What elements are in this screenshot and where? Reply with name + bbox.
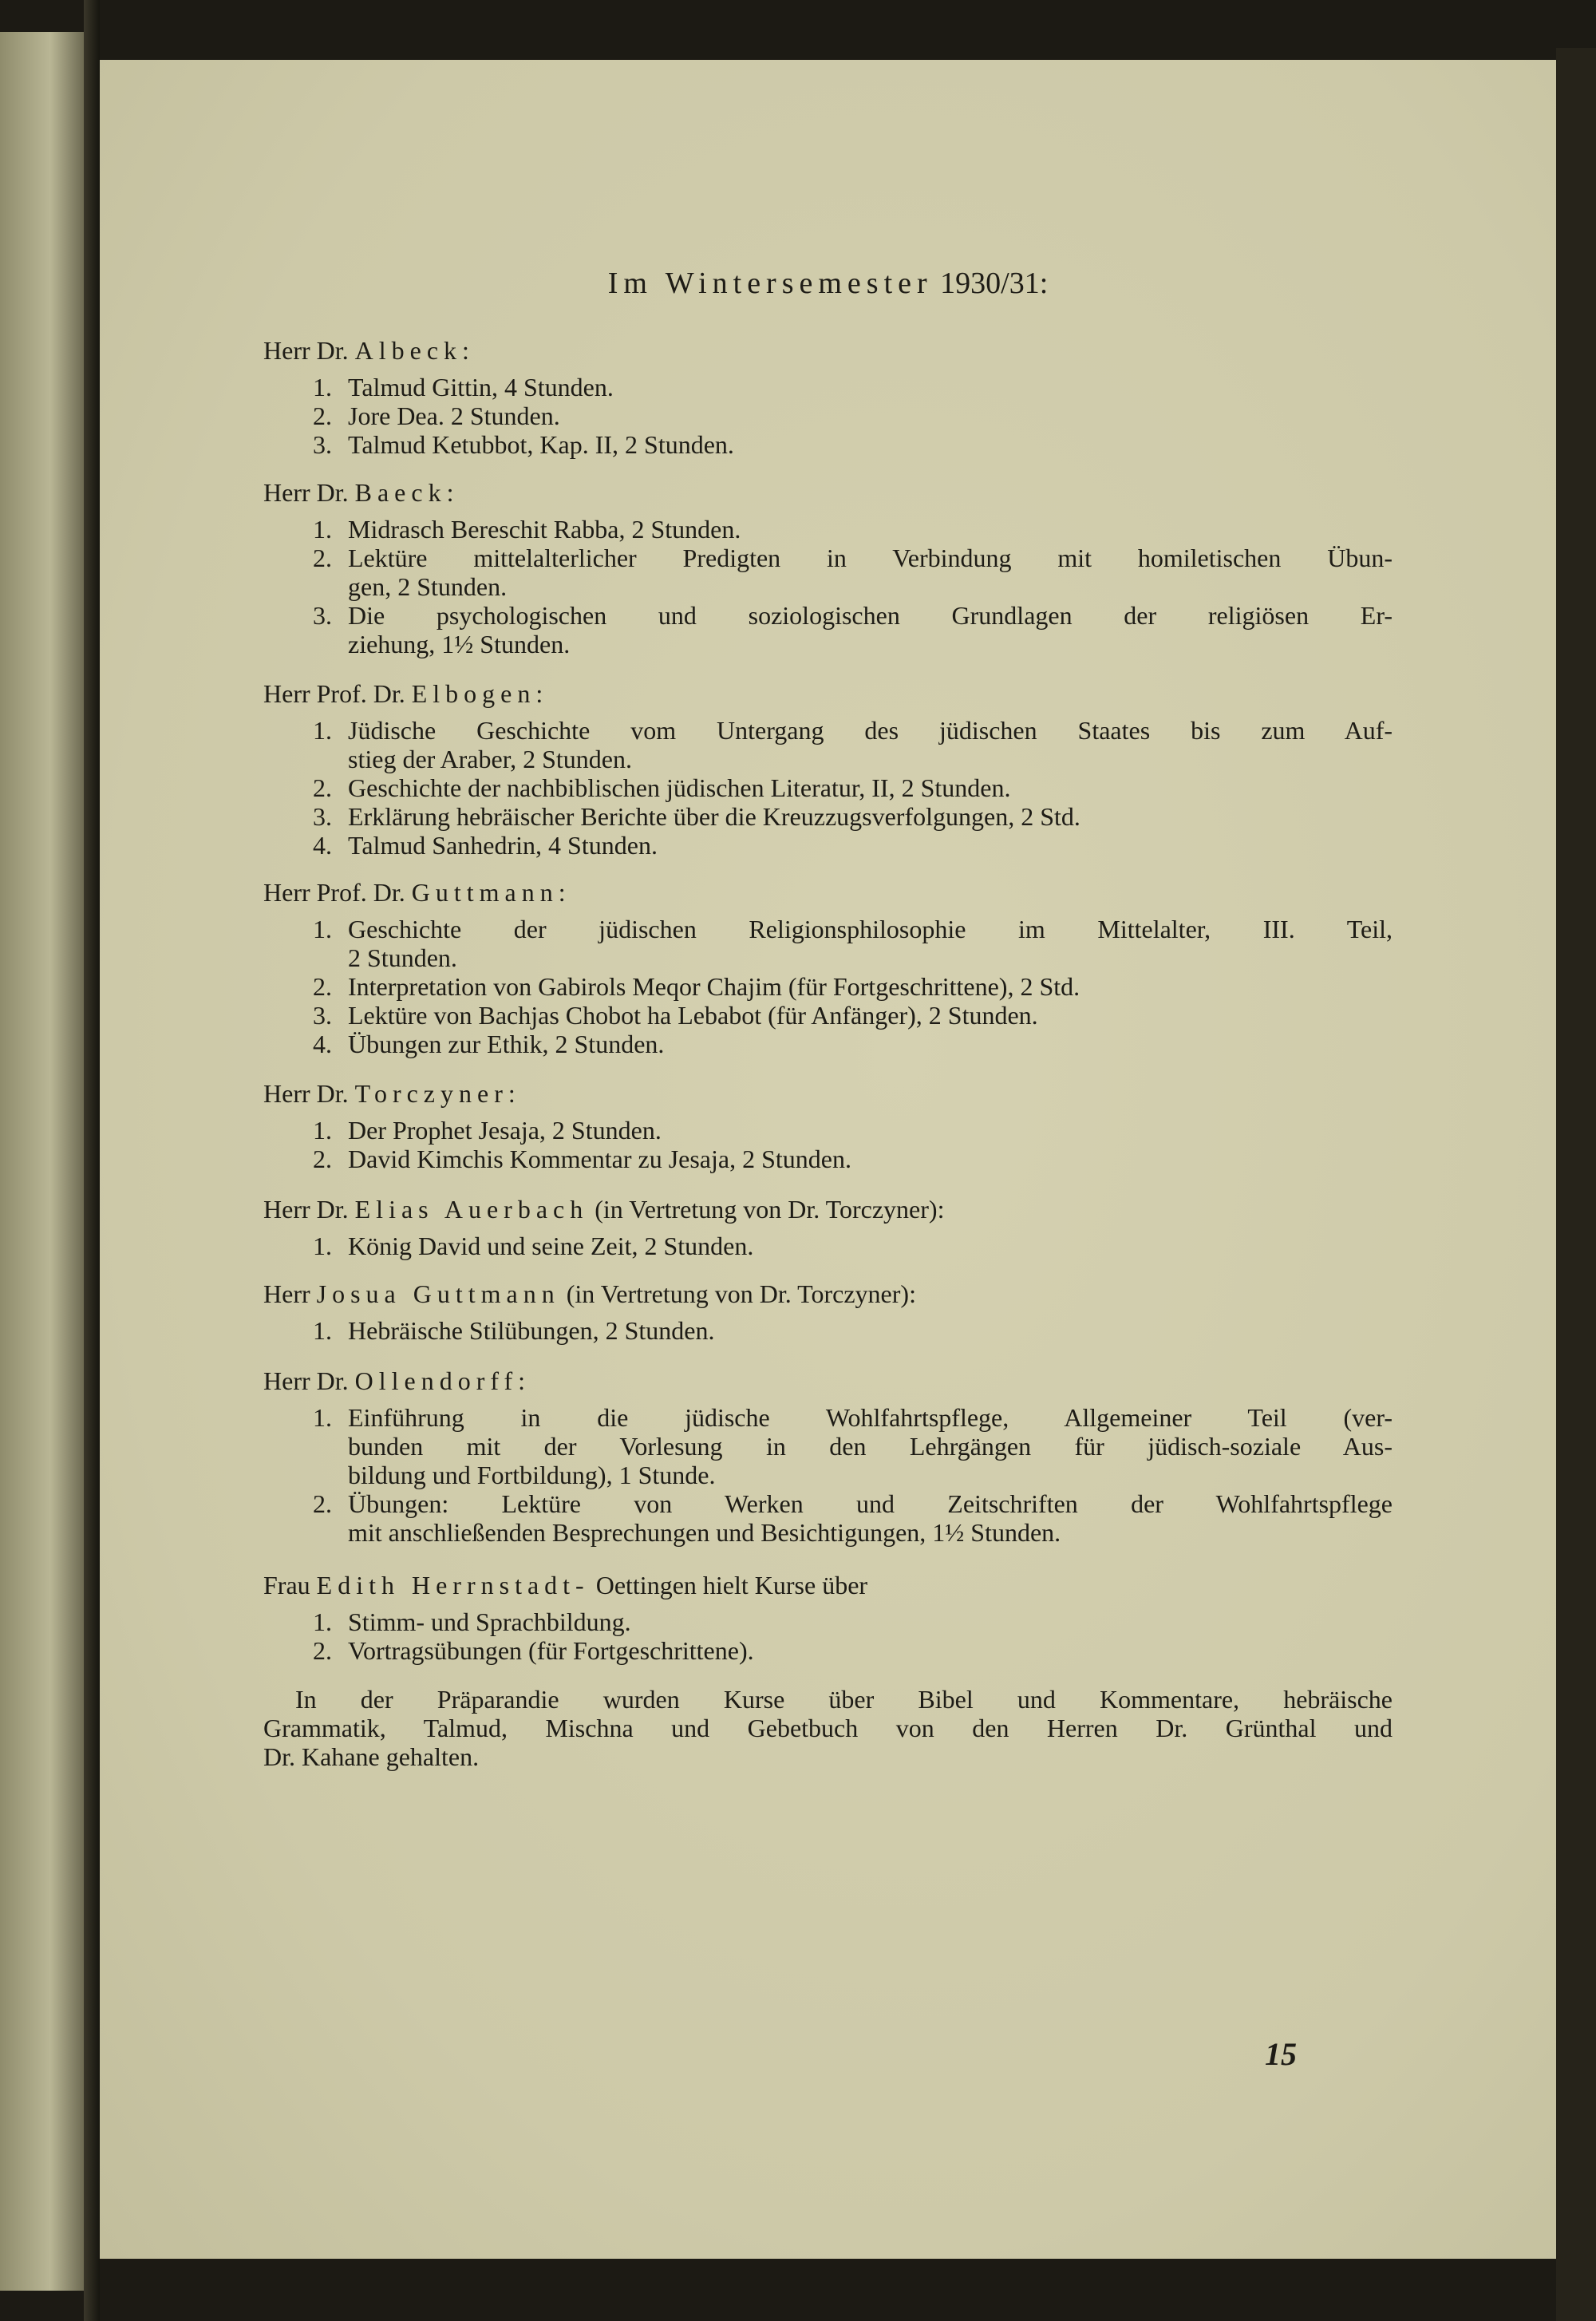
lecturer-suffix: Oettingen hielt Kurse über (595, 1571, 868, 1599)
course-number: 1. (313, 1316, 332, 1345)
course-number: 4. (313, 831, 332, 860)
lecturer-heading (263, 878, 1393, 907)
course-item (263, 831, 1393, 860)
lecturer-heading (263, 1571, 1393, 1599)
page-border (1556, 48, 1596, 2321)
course-text-line: Geschichte der jüdischen Religionsphilosophie im Mittelalter, III. Teil, (348, 915, 1393, 943)
course-text-line: mit anschließenden Besprechungen und Besichtigungen, 1½ Stunden. (348, 1518, 1061, 1547)
course-item (263, 802, 1393, 831)
course-item (263, 401, 1393, 430)
lecturer-prefix: Herr Dr. (263, 1366, 349, 1395)
lecturer-suffix: : (558, 878, 566, 907)
course-list (263, 515, 1393, 658)
lecturer-prefix: Frau (263, 1571, 310, 1599)
lecturer-heading (263, 679, 1393, 708)
course-list (263, 716, 1393, 860)
course-text-line: bildung und Fortbildung), 1 Stunde. (348, 1461, 716, 1489)
lecturer-heading (263, 336, 1393, 365)
course-item (263, 1636, 1393, 1665)
course-text-line: Talmud Sanhedrin, 4 Stunden. (348, 831, 658, 860)
course-text-line: Hebräische Stilübungen, 2 Stunden. (348, 1316, 715, 1345)
document-page (100, 60, 1556, 2259)
course-text-line: König David und seine Zeit, 2 Stunden. (348, 1232, 754, 1260)
course-text-line: Vortragsübungen (für Fortgeschrittene). (348, 1636, 754, 1665)
course-item (263, 1001, 1393, 1030)
course-item (263, 972, 1393, 1001)
course-number: 2. (313, 544, 332, 572)
course-text-line: Jüdische Geschichte vom Untergang des jüdischen Staates bis zum Auf- (348, 716, 1393, 745)
course-item (263, 915, 1393, 972)
course-number: 1. (313, 716, 332, 745)
lecturer-suffix: : (518, 1366, 525, 1395)
lecturer-prefix: Herr Prof. Dr. (263, 679, 405, 708)
lecturer-suffix: (in Vertretung von Dr. Torczyner): (595, 1195, 945, 1224)
course-text-line: Die psychologischen und soziologischen Grundlagen der religiösen Er- (348, 601, 1393, 630)
lecturer-section (263, 1366, 1393, 1547)
course-list (263, 1116, 1393, 1173)
lecturer-prefix: Herr Prof. Dr. (263, 878, 405, 907)
course-item (263, 373, 1393, 401)
course-text-line: Jore Dea. 2 Stunden. (348, 401, 560, 430)
course-number: 1. (313, 1607, 332, 1636)
lecturer-section (263, 1571, 1393, 1665)
course-text-line: Midrasch Bereschit Rabba, 2 Stunden. (348, 515, 741, 544)
lecturer-section (263, 1195, 1393, 1260)
lecturer-prefix: Herr Dr. (263, 1079, 349, 1108)
course-item (263, 1403, 1393, 1489)
lecturer-prefix: Herr Dr. (263, 1195, 349, 1224)
page-title (100, 266, 1556, 301)
book-gutter (84, 0, 100, 2321)
course-text-line: Geschichte der nachbiblischen jüdischen Literatur, II, 2 Stunden. (348, 773, 1011, 802)
lecturer-section (263, 878, 1393, 1058)
course-list (263, 915, 1393, 1058)
lecturer-name: Josua Guttmann (316, 1279, 560, 1308)
lecturer-section (263, 478, 1393, 658)
course-item (263, 1145, 1393, 1173)
course-number: 1. (313, 515, 332, 544)
course-item (263, 716, 1393, 773)
closing-paragraph (263, 1685, 1393, 1771)
course-number: 2. (313, 1636, 332, 1665)
course-number: 1. (313, 1116, 332, 1145)
course-number: 3. (313, 1001, 332, 1030)
lecturer-heading (263, 478, 1393, 507)
lecturer-suffix: : (462, 336, 469, 365)
course-number: 2. (313, 972, 332, 1001)
course-item (263, 1316, 1393, 1345)
course-item (263, 515, 1393, 544)
course-number: 1. (313, 915, 332, 943)
course-number: 2. (313, 1489, 332, 1518)
course-text-line: ziehung, 1½ Stunden. (348, 630, 571, 658)
lecturer-suffix: : (446, 478, 454, 507)
course-list (263, 1316, 1393, 1345)
course-text-line: Erklärung hebräischer Berichte über die Kreuzzugsverfolgungen, 2 Std. (348, 802, 1080, 831)
course-item (263, 430, 1393, 459)
course-number: 3. (313, 601, 332, 630)
course-item (263, 773, 1393, 802)
lecturer-section (263, 679, 1393, 860)
lecturer-name: Edith Herrnstadt- (316, 1571, 590, 1599)
lecturer-prefix: Herr (263, 1279, 310, 1308)
title-text: Im Wintersemester (607, 267, 933, 300)
course-number: 1. (313, 1232, 332, 1260)
course-text-line: Talmud Ketubbot, Kap. II, 2 Stunden. (348, 430, 734, 459)
course-list (263, 1607, 1393, 1665)
course-text-line: Lektüre von Bachjas Chobot ha Lebabot (für Anfänger), 2 Stunden. (348, 1001, 1038, 1030)
course-text-line: 2 Stunden. (348, 943, 457, 972)
lecturer-heading (263, 1195, 1393, 1224)
lecturer-name: Baeck (354, 478, 447, 507)
lecturer-heading (263, 1279, 1393, 1308)
course-number: 1. (313, 1403, 332, 1432)
course-number: 3. (313, 430, 332, 459)
course-item (263, 1116, 1393, 1145)
lecturer-name: Elias Auerbach (354, 1195, 589, 1224)
lecturer-suffix: (in Vertretung von Dr. Torczyner): (566, 1279, 916, 1308)
course-number: 3. (313, 802, 332, 831)
facing-page-edge (0, 32, 84, 2291)
lecturer-section (263, 336, 1393, 459)
course-text-line: Lektüre mittelalterlicher Predigten in Verbindung mit homiletischen Übun- (348, 544, 1393, 572)
lecturer-suffix: : (508, 1079, 516, 1108)
course-number: 2. (313, 401, 332, 430)
lecturer-prefix: Herr Dr. (263, 336, 349, 365)
course-list (263, 1403, 1393, 1547)
page-number: 15 (1265, 2036, 1297, 2072)
lecturer-name: Torczyner (354, 1079, 508, 1108)
course-text-line: bunden mit der Vorlesung in den Lehrgängen für jüdisch-soziale Aus- (348, 1432, 1393, 1461)
course-number: 2. (313, 1145, 332, 1173)
course-text-line: Übungen: Lektüre von Werken und Zeitschriften der Wohlfahrtspflege (348, 1489, 1393, 1518)
paragraph-line: Grammatik, Talmud, Mischna und Gebetbuch von den Herren Dr. Grünthal und (263, 1714, 1393, 1742)
course-item (263, 544, 1393, 601)
course-text-line: Talmud Gittin, 4 Stunden. (348, 373, 614, 401)
course-text-line: David Kimchis Kommentar zu Jesaja, 2 Stunden. (348, 1145, 851, 1173)
lecturer-heading (263, 1366, 1393, 1395)
lecturer-name: Elbogen (411, 679, 536, 708)
course-number: 4. (313, 1030, 332, 1058)
course-list (263, 1232, 1393, 1260)
title-year: 1930/31: (940, 267, 1049, 300)
course-number: 2. (313, 773, 332, 802)
paragraph-line: Dr. Kahane gehalten. (263, 1742, 480, 1771)
course-item (263, 1030, 1393, 1058)
course-text-line: Übungen zur Ethik, 2 Stunden. (348, 1030, 665, 1058)
course-item (263, 1232, 1393, 1260)
lecturer-suffix: : (535, 679, 543, 708)
course-item (263, 1607, 1393, 1636)
course-number: 1. (313, 373, 332, 401)
lecturer-heading (263, 1079, 1393, 1108)
course-list (263, 373, 1393, 459)
lecturer-name: Guttmann (411, 878, 559, 907)
course-text-line: Der Prophet Jesaja, 2 Stunden. (348, 1116, 662, 1145)
course-text-line: Interpretation von Gabirols Meqor Chajim (für Fortgeschrittene), 2 Std. (348, 972, 1080, 1001)
lecturer-name: Albeck (354, 336, 463, 365)
course-item (263, 1489, 1393, 1547)
course-text-line: Einführung in die jüdische Wohlfahrtspflege, Allgemeiner Teil (ver- (348, 1403, 1393, 1432)
course-text-line: gen, 2 Stunden. (348, 572, 508, 601)
course-text-line: Stimm- und Sprachbildung. (348, 1607, 631, 1636)
lecturer-prefix: Herr Dr. (263, 478, 349, 507)
lecturer-name: Ollendorff (354, 1366, 519, 1395)
lecturer-section (263, 1079, 1393, 1173)
course-item (263, 601, 1393, 658)
course-text-line: stieg der Araber, 2 Stunden. (348, 745, 632, 773)
lecturer-section (263, 1279, 1393, 1345)
paragraph-line: In der Präparandie wurden Kurse über Bibel und Kommentare, hebräische (295, 1685, 1393, 1714)
